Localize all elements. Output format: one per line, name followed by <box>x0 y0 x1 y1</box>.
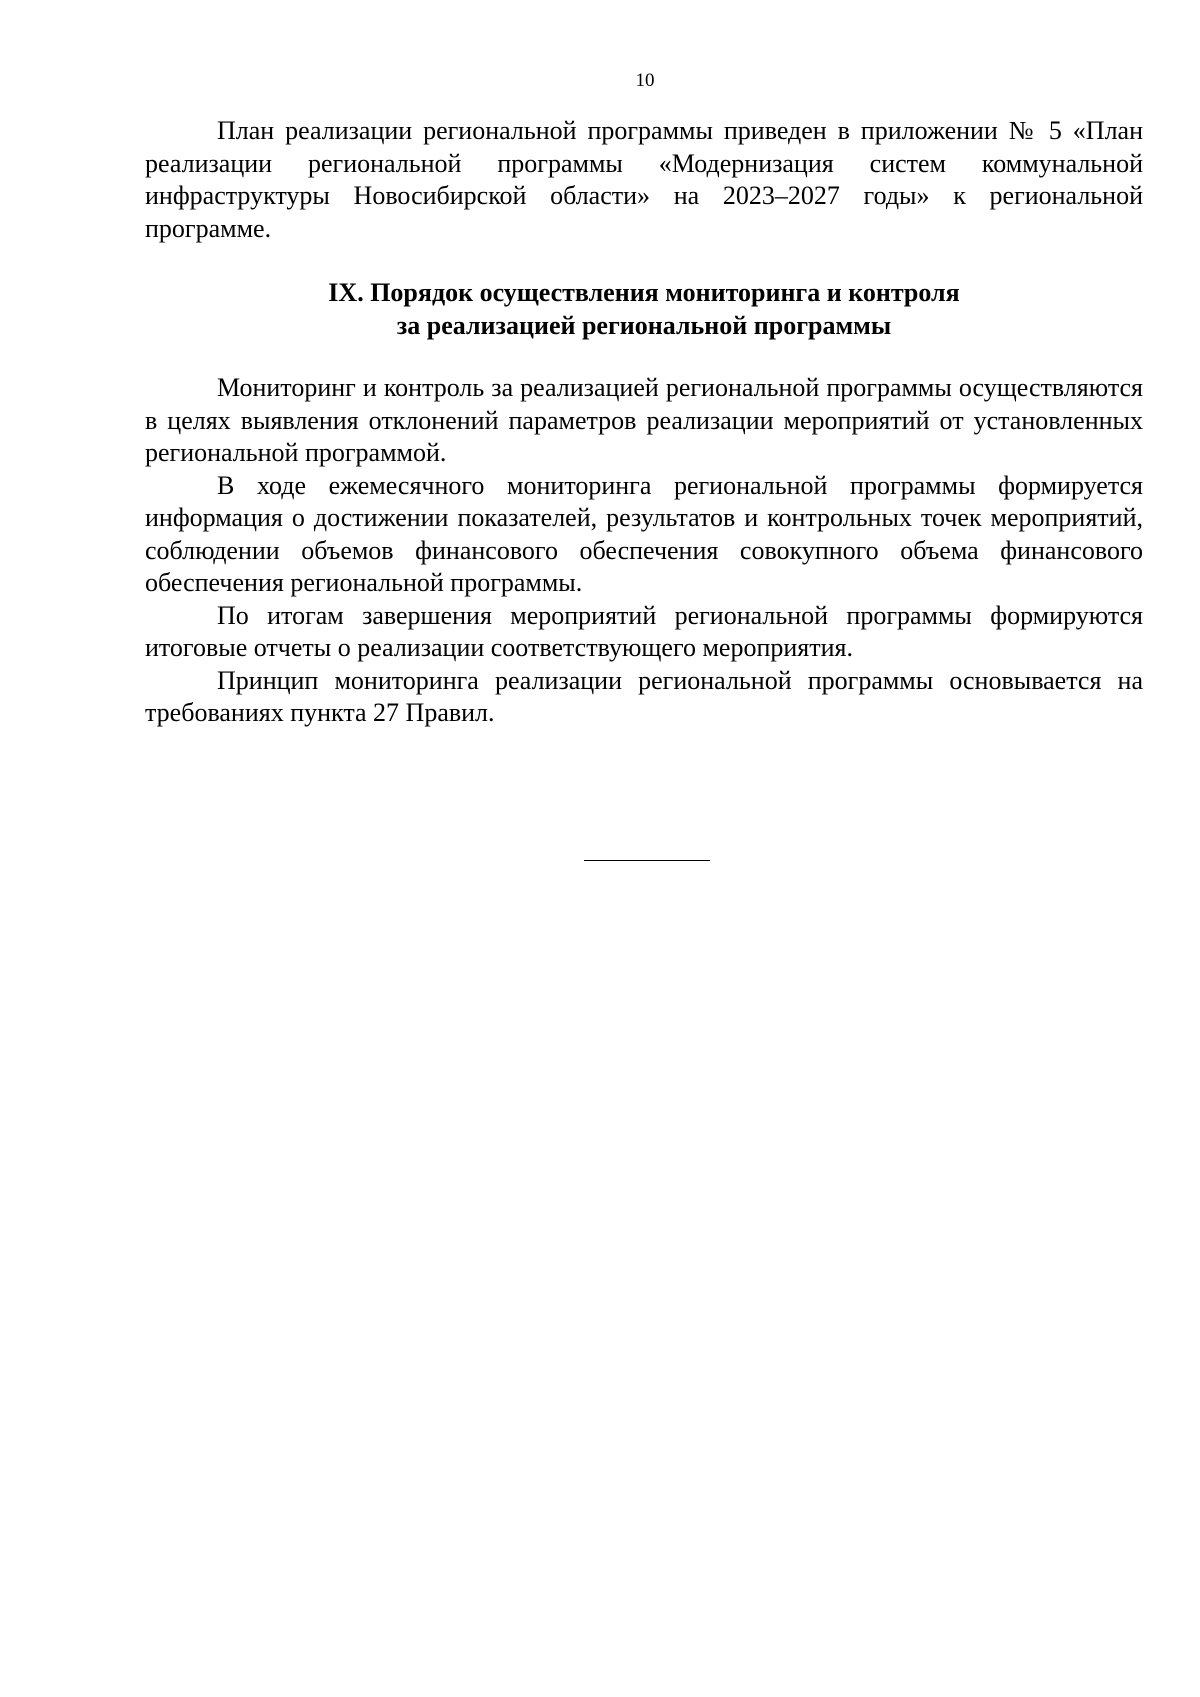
section-body <box>145 372 1143 730</box>
section-paragraph-monitoring-principle: Принцип мониторинга реализации региональной программы основывается на требованиях пункта 27 Правил. <box>145 665 1143 727</box>
intro-block <box>145 115 1143 245</box>
section-paragraph-monitoring-purpose: Мониторинг и контроль за реализацией региональной программы осуществляются в целях выявления отклонений параметров реализации мероприятий от установленных региональной программой. <box>145 373 1143 467</box>
section-paragraph-monthly-monitoring: В ходе ежемесячного мониторинга региональной программы формируется информация о достижении показателей, результатов и контрольных точек мероприятий, соблюдении объемов финансового обеспечения совокупного объема финансового обеспечения региональной программы. <box>145 470 1143 597</box>
end-of-document-rule <box>584 860 710 861</box>
section-heading-line-2: за реализацией региональной программы <box>396 310 892 340</box>
section-heading-line-1: IX. Порядок осуществления мониторинга и контроля <box>328 278 960 307</box>
intro-paragraph: План реализации региональной программы приведен в приложении № 5 «План реализации региональной программы «Модернизация систем коммунальной инфраструктуры Новосибирской области» на 2023–2027 годы» к региональной программе. <box>145 116 1143 243</box>
section-paragraph-final-reports: По итогам завершения мероприятий региональной программы формируются итоговые отчеты о реализации соответствующего мероприятия. <box>145 600 1143 662</box>
section-heading <box>145 277 1143 342</box>
page-number: 10 <box>635 70 655 91</box>
